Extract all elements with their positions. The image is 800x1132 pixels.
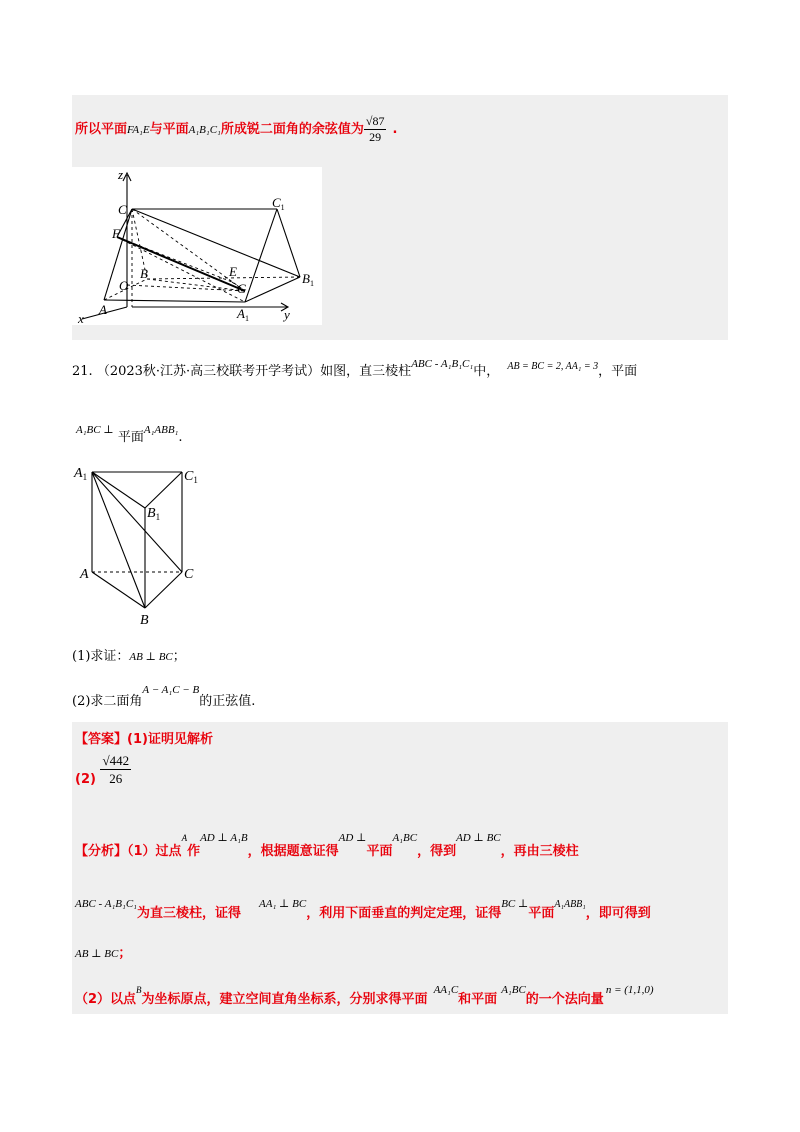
analysis-line-1: 【分析】（1）过点A作AD ⊥ A₁B，根据题意证得AD ⊥平面A₁BC，得到AD ⊥ BC，再由三棱柱 bbox=[75, 832, 579, 859]
problem-21-line1: 21. （2023秋·江苏·高三校联考开学考试）如图，直三棱柱$^{ABC - A_1B_1C_1}$中， $^{AB = BC = 2, AA_1 = 3}$，平面 bbox=[72, 358, 638, 379]
label-B1: $B_1$ bbox=[302, 271, 314, 288]
label-F: F bbox=[112, 226, 120, 241]
label-C: C bbox=[118, 202, 127, 217]
answer-line-2: (2) $\frac{√442}{26}$ bbox=[75, 753, 130, 787]
figure-right-prism bbox=[72, 460, 212, 655]
figure-prism-coordinate bbox=[72, 167, 322, 325]
analysis-line-2: ABC - A₁B₁C₁为直三棱柱，证得AA₁ ⊥ BC，利用下面垂直的判定定理，证得BC ⊥平面A₁ABB₁，即可得到 bbox=[75, 898, 651, 921]
analysis-line-3: AB ⊥ BC； bbox=[75, 946, 132, 961]
label-B: B bbox=[140, 613, 149, 628]
question-1: (1)求证：AB ⊥ BC； bbox=[72, 649, 186, 664]
label-x: x bbox=[78, 311, 84, 325]
conclusion-line: 所以平面FA₁E与平面A₁B₁C₁所成锐二面角的余弦值为 $\frac{√87}{29}$ . bbox=[75, 114, 398, 144]
problem-21-line2: A₁BC ⊥ 平面A₁ABB₁. bbox=[76, 424, 183, 445]
analysis-line-4: （2）以点B为坐标原点，建立空间直角坐标系，分别求得平面AA₁C和平面A₁BC的一个法向量n = (1,1,0) bbox=[75, 984, 654, 1007]
label-y: y bbox=[284, 307, 290, 322]
prism-coordinate-diagram bbox=[72, 167, 322, 325]
answer-analysis-panel bbox=[72, 722, 728, 1014]
label-E: E bbox=[229, 264, 237, 279]
label-C1: $C_1$ bbox=[184, 469, 198, 485]
label-A: A bbox=[80, 567, 89, 582]
label-C1: $C_1$ bbox=[272, 195, 285, 212]
answer-line-1: 【答案】(1)证明见解析 bbox=[75, 732, 213, 747]
right-prism-diagram bbox=[72, 460, 212, 655]
sine-fraction: $\frac{√442}{26}$ bbox=[102, 753, 130, 786]
label-z: z bbox=[118, 167, 124, 182]
cosine-fraction: $\frac{√87}{29}$ bbox=[365, 114, 385, 144]
label-B1: $B_1$ bbox=[147, 506, 161, 522]
label-A1: $A_1$ bbox=[237, 306, 249, 323]
label-C: C bbox=[184, 567, 194, 582]
label-B: B bbox=[140, 266, 148, 281]
question-2: (2)求二面角A − A₁C − B的正弦值. bbox=[72, 684, 256, 709]
label-A1: $A_1$ bbox=[74, 466, 88, 482]
label-A: A bbox=[99, 302, 107, 317]
label-O: O bbox=[119, 278, 129, 293]
label-G: G bbox=[237, 281, 247, 296]
